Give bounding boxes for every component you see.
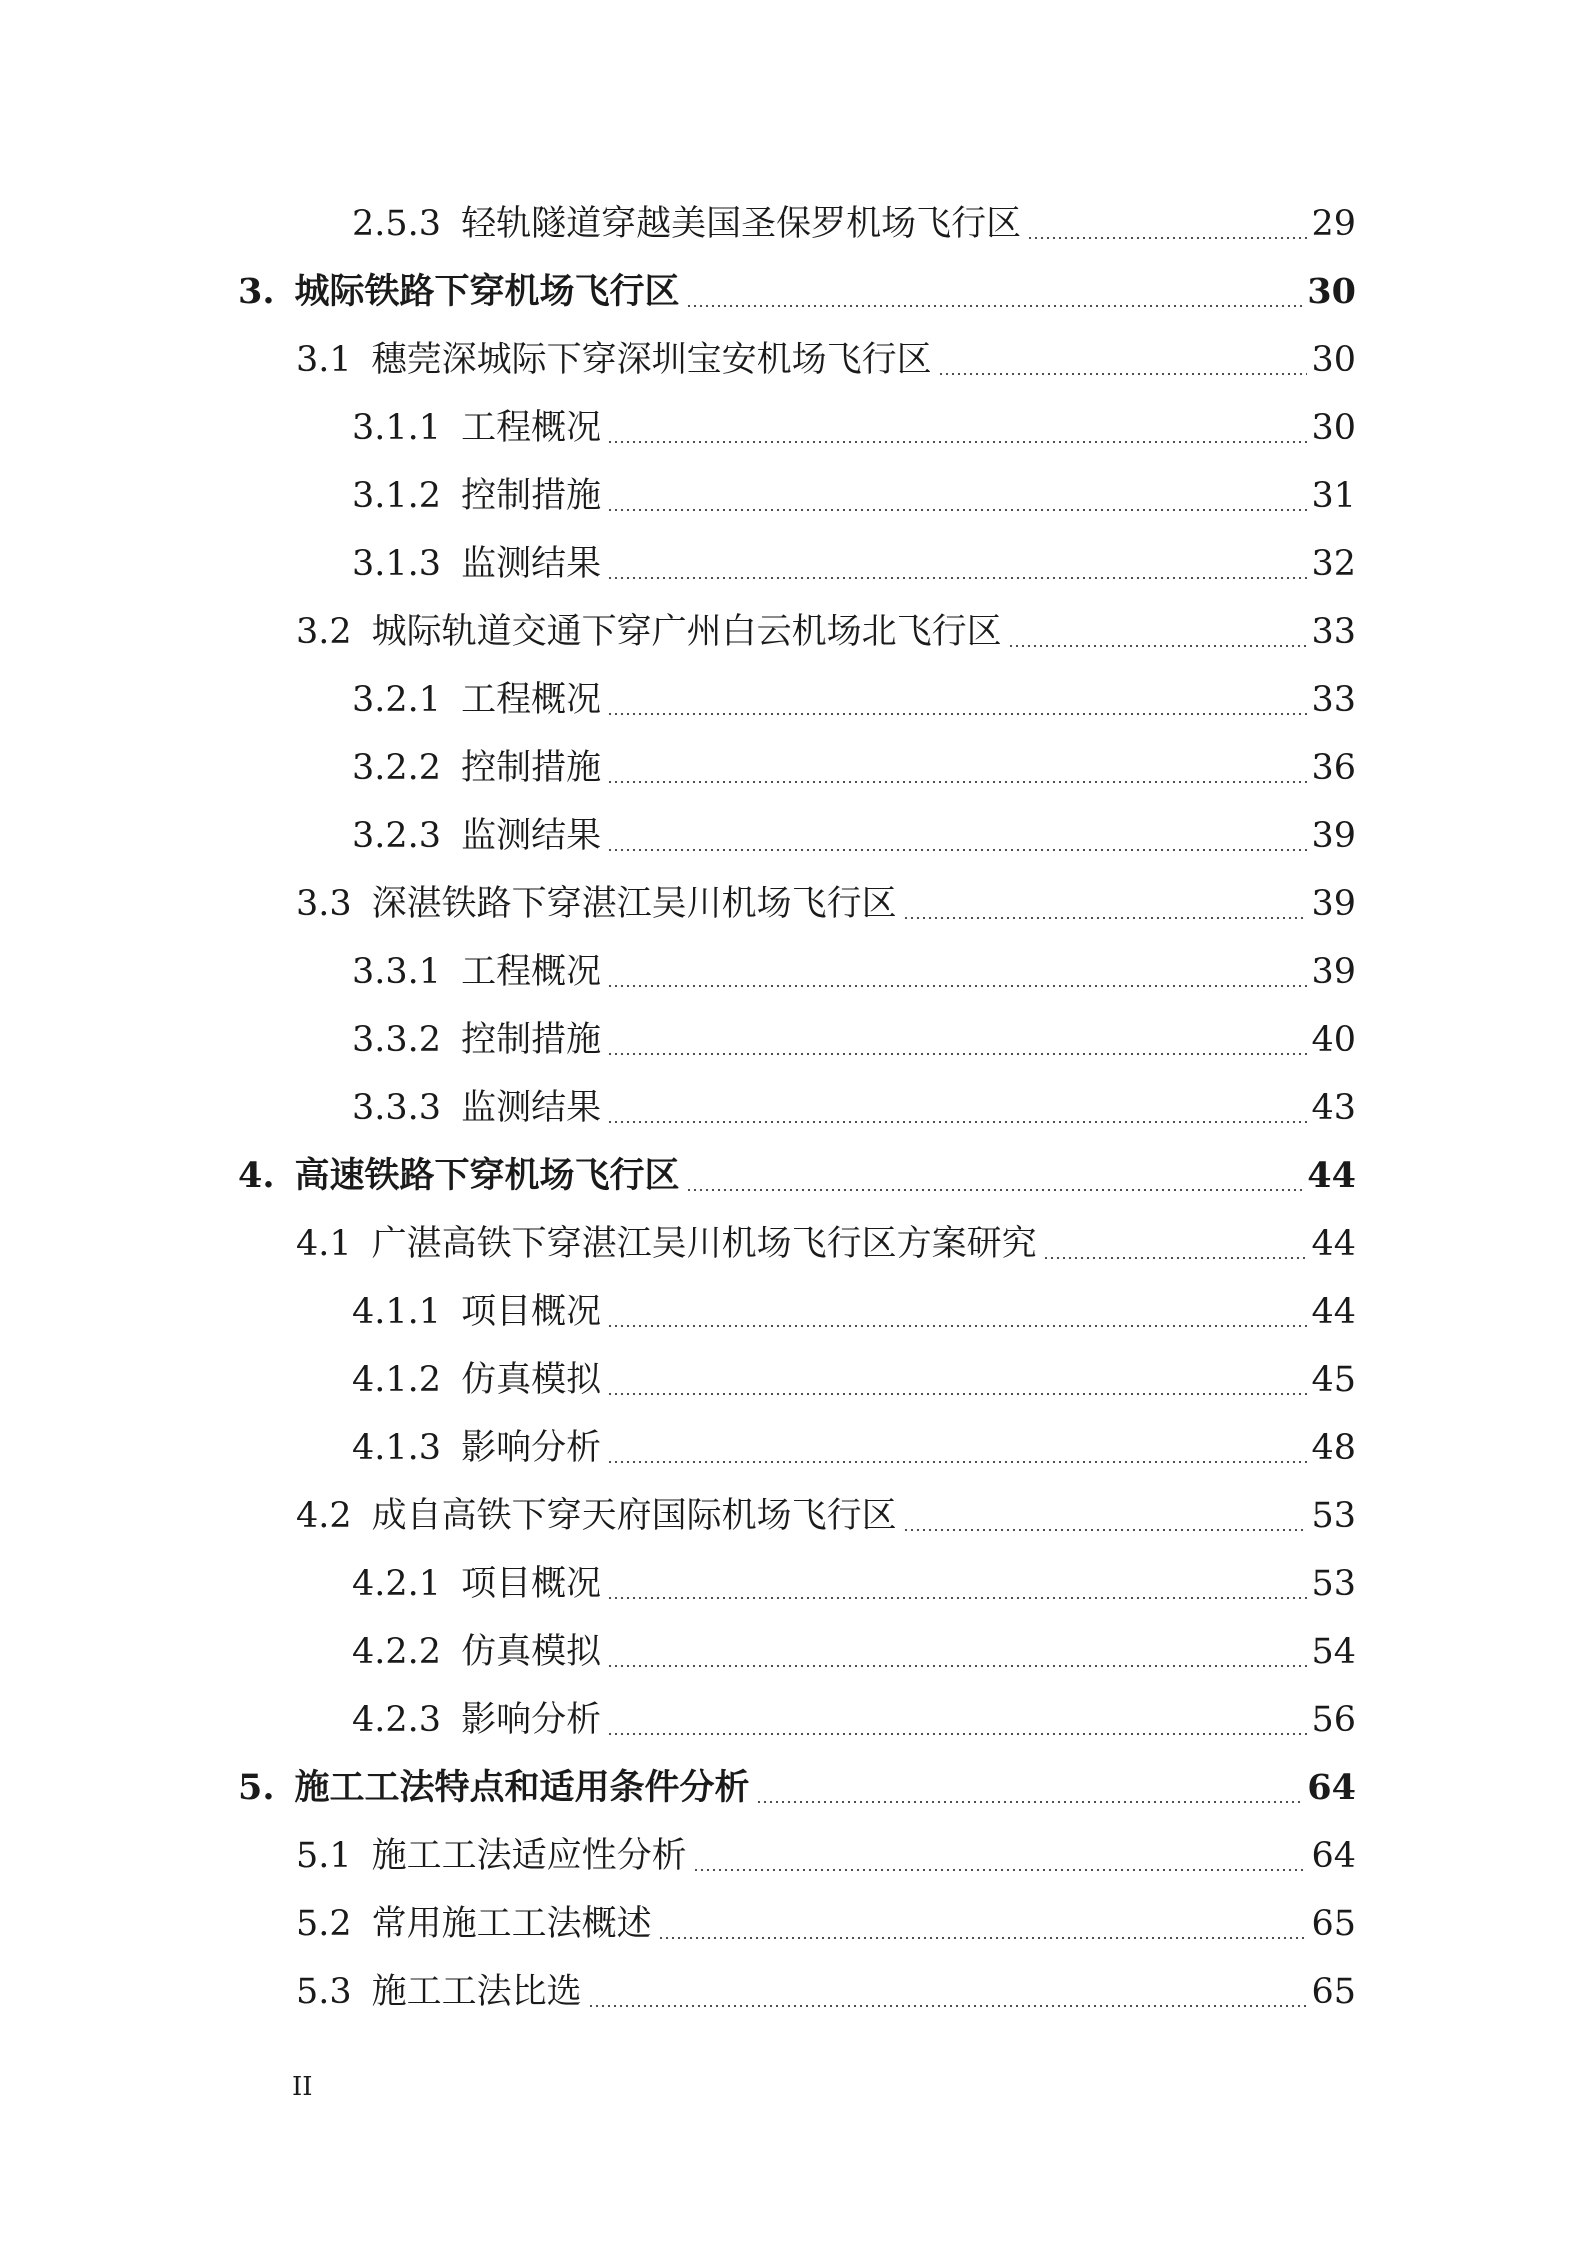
toc-entry-page: 40 bbox=[1311, 1020, 1356, 1060]
toc-entry-title: 常用施工工法概述 bbox=[371, 1904, 652, 1944]
toc-entry-number: 4.1.3 bbox=[352, 1428, 442, 1468]
toc-entry-page: 39 bbox=[1311, 884, 1356, 924]
toc-entry-page: 64 bbox=[1307, 1767, 1356, 1808]
dot-leader bbox=[607, 1121, 1307, 1123]
toc-entry-page: 33 bbox=[1311, 612, 1356, 652]
toc-entry[interactable] bbox=[0, 598, 1586, 666]
toc-entry-title: 轻轨隧道穿越美国圣保罗机场飞行区 bbox=[461, 204, 1022, 244]
toc-entry[interactable] bbox=[0, 1890, 1586, 1958]
toc-entry-page: 30 bbox=[1311, 408, 1356, 448]
toc-entry-page: 36 bbox=[1311, 748, 1356, 788]
dot-leader bbox=[607, 781, 1307, 783]
dot-leader bbox=[607, 985, 1307, 987]
toc-entry-title: 影响分析 bbox=[461, 1700, 602, 1740]
dot-leader bbox=[607, 849, 1307, 851]
toc-entry-page: 31 bbox=[1311, 476, 1356, 516]
toc-entry-title: 监测结果 bbox=[461, 544, 602, 584]
toc-entry[interactable] bbox=[0, 1686, 1586, 1754]
dot-leader bbox=[607, 1053, 1307, 1055]
toc-entry-number: 4.1.2 bbox=[352, 1360, 442, 1400]
toc-entry[interactable] bbox=[0, 1414, 1586, 1482]
toc-entry[interactable] bbox=[0, 1958, 1586, 2026]
toc-entry-title: 成自高铁下穿天府国际机场飞行区 bbox=[371, 1496, 897, 1536]
toc-entry-title: 深湛铁路下穿湛江吴川机场飞行区 bbox=[371, 884, 897, 924]
toc-entry[interactable] bbox=[0, 1142, 1586, 1210]
toc-entry-title: 施工工法特点和适用条件分析 bbox=[294, 1767, 750, 1808]
dot-leader bbox=[607, 1597, 1307, 1599]
toc-entry-page: 44 bbox=[1311, 1292, 1356, 1332]
toc-entry[interactable] bbox=[0, 1550, 1586, 1618]
toc-entry[interactable] bbox=[0, 1822, 1586, 1890]
dot-leader bbox=[903, 917, 1308, 919]
toc-entry-number: 3.1.1 bbox=[352, 408, 442, 448]
toc-entry-title: 项目概况 bbox=[461, 1564, 602, 1604]
toc-entry[interactable] bbox=[0, 530, 1586, 598]
dot-leader bbox=[686, 305, 1304, 307]
toc-entry-number: 3.3.1 bbox=[352, 952, 442, 992]
toc-entry[interactable] bbox=[0, 802, 1586, 870]
toc-entry[interactable] bbox=[0, 938, 1586, 1006]
toc-entry[interactable] bbox=[0, 1278, 1586, 1346]
dot-leader bbox=[1008, 645, 1308, 647]
toc-entry-number: 3.2.1 bbox=[352, 680, 442, 720]
toc-entry-title: 监测结果 bbox=[461, 1088, 602, 1128]
toc-entry[interactable] bbox=[0, 326, 1586, 394]
toc-entry-number: 3.2 bbox=[296, 612, 352, 652]
toc-entry-number: 3.2.2 bbox=[352, 748, 442, 788]
toc-entry-title: 工程概况 bbox=[461, 680, 602, 720]
dot-leader bbox=[607, 441, 1307, 443]
toc-entry[interactable] bbox=[0, 1346, 1586, 1414]
toc-entry-number: 4.2.1 bbox=[352, 1564, 442, 1604]
dot-leader bbox=[607, 713, 1307, 715]
toc-entry-number: 4.2.2 bbox=[352, 1632, 442, 1672]
toc-entry-title: 监测结果 bbox=[461, 816, 602, 856]
toc-entry-number: 5.1 bbox=[296, 1836, 352, 1876]
toc-entry-number: 4. bbox=[238, 1155, 275, 1196]
toc-entry-page: 33 bbox=[1311, 680, 1356, 720]
toc-entry-title: 工程概况 bbox=[461, 408, 602, 448]
toc-entry-page: 43 bbox=[1311, 1088, 1356, 1128]
dot-leader bbox=[607, 1461, 1307, 1463]
toc-entry[interactable] bbox=[0, 190, 1586, 258]
toc-entry-page: 29 bbox=[1311, 204, 1356, 244]
dot-leader bbox=[607, 1733, 1307, 1735]
dot-leader bbox=[686, 1189, 1304, 1191]
toc-entry-title: 影响分析 bbox=[461, 1428, 602, 1468]
toc-entry-title: 控制措施 bbox=[461, 748, 602, 788]
toc-entry[interactable] bbox=[0, 1618, 1586, 1686]
toc-entry-number: 3.3.3 bbox=[352, 1088, 442, 1128]
toc-entry-page: 48 bbox=[1311, 1428, 1356, 1468]
toc-entry-page: 65 bbox=[1311, 1972, 1356, 2012]
toc-entry-title: 仿真模拟 bbox=[461, 1360, 602, 1400]
toc-entry[interactable] bbox=[0, 1006, 1586, 1074]
toc-entry[interactable] bbox=[0, 1210, 1586, 1278]
toc-entry-page: 64 bbox=[1311, 1836, 1356, 1876]
toc-entry-number: 5. bbox=[238, 1767, 275, 1808]
dot-leader bbox=[607, 509, 1307, 511]
toc-entry[interactable] bbox=[0, 734, 1586, 802]
toc-entry-title: 高速铁路下穿机场飞行区 bbox=[294, 1155, 680, 1196]
toc-entry-title: 项目概况 bbox=[461, 1292, 602, 1332]
dot-leader bbox=[756, 1801, 1304, 1803]
toc-entry-page: 32 bbox=[1311, 544, 1356, 584]
dot-leader bbox=[1027, 237, 1307, 239]
toc-entry-title: 仿真模拟 bbox=[461, 1632, 602, 1672]
toc-entry[interactable] bbox=[0, 1482, 1586, 1550]
toc-entry-number: 3.1.3 bbox=[352, 544, 442, 584]
toc-entry-title: 控制措施 bbox=[461, 476, 602, 516]
toc-entry-title: 工程概况 bbox=[461, 952, 602, 992]
dot-leader bbox=[1043, 1257, 1308, 1259]
toc-entry[interactable] bbox=[0, 462, 1586, 530]
toc-entry-page: 39 bbox=[1311, 816, 1356, 856]
toc-entry-number: 3. bbox=[238, 271, 275, 312]
dot-leader bbox=[938, 373, 1308, 375]
dot-leader bbox=[607, 1325, 1307, 1327]
toc-entry-number: 3.2.3 bbox=[352, 816, 442, 856]
toc-entry-page: 65 bbox=[1311, 1904, 1356, 1944]
toc-entry-page: 30 bbox=[1311, 340, 1356, 380]
toc-entry-title: 广湛高铁下穿湛江吴川机场飞行区方案研究 bbox=[371, 1224, 1037, 1264]
table-of-contents bbox=[0, 190, 1586, 2026]
toc-entry-page: 44 bbox=[1307, 1155, 1356, 1196]
toc-entry[interactable] bbox=[0, 666, 1586, 734]
toc-entry-page: 44 bbox=[1311, 1224, 1356, 1264]
toc-entry-number: 4.2 bbox=[296, 1496, 352, 1536]
toc-entry-title: 施工工法比选 bbox=[371, 1972, 582, 2012]
dot-leader bbox=[588, 2005, 1308, 2007]
toc-entry-number: 4.1.1 bbox=[352, 1292, 442, 1332]
toc-entry-page: 56 bbox=[1311, 1700, 1356, 1740]
toc-entry-title: 控制措施 bbox=[461, 1020, 602, 1060]
dot-leader bbox=[607, 1665, 1307, 1667]
toc-entry-number: 4.1 bbox=[296, 1224, 352, 1264]
toc-entry[interactable] bbox=[0, 1074, 1586, 1142]
toc-entry-number: 3.3 bbox=[296, 884, 352, 924]
dot-leader bbox=[658, 1937, 1308, 1939]
toc-entry-number: 3.1.2 bbox=[352, 476, 442, 516]
toc-entry-title: 施工工法适应性分析 bbox=[371, 1836, 687, 1876]
toc-entry-page: 30 bbox=[1307, 271, 1356, 312]
toc-entry-title: 穗莞深城际下穿深圳宝安机场飞行区 bbox=[371, 340, 932, 380]
toc-entry-page: 53 bbox=[1311, 1564, 1356, 1604]
toc-entry-page: 39 bbox=[1311, 952, 1356, 992]
toc-entry[interactable] bbox=[0, 870, 1586, 938]
toc-entry-page: 53 bbox=[1311, 1496, 1356, 1536]
dot-leader bbox=[903, 1529, 1308, 1531]
toc-entry-number: 5.2 bbox=[296, 1904, 352, 1944]
toc-entry-number: 3.1 bbox=[296, 340, 352, 380]
toc-entry-title: 城际轨道交通下穿广州白云机场北飞行区 bbox=[371, 612, 1002, 652]
page-number: II bbox=[292, 2072, 313, 2102]
dot-leader bbox=[693, 1869, 1308, 1871]
toc-entry[interactable] bbox=[0, 258, 1586, 326]
toc-entry-number: 4.2.3 bbox=[352, 1700, 442, 1740]
toc-entry-page: 45 bbox=[1311, 1360, 1356, 1400]
toc-entry-number: 2.5.3 bbox=[352, 204, 442, 244]
toc-entry-title: 城际铁路下穿机场飞行区 bbox=[294, 271, 680, 312]
toc-entry-page: 54 bbox=[1311, 1632, 1356, 1672]
toc-entry-number: 5.3 bbox=[296, 1972, 352, 2012]
toc-entry-number: 3.3.2 bbox=[352, 1020, 442, 1060]
dot-leader bbox=[607, 577, 1307, 579]
toc-entry[interactable] bbox=[0, 394, 1586, 462]
toc-entry[interactable] bbox=[0, 1754, 1586, 1822]
dot-leader bbox=[607, 1393, 1307, 1395]
